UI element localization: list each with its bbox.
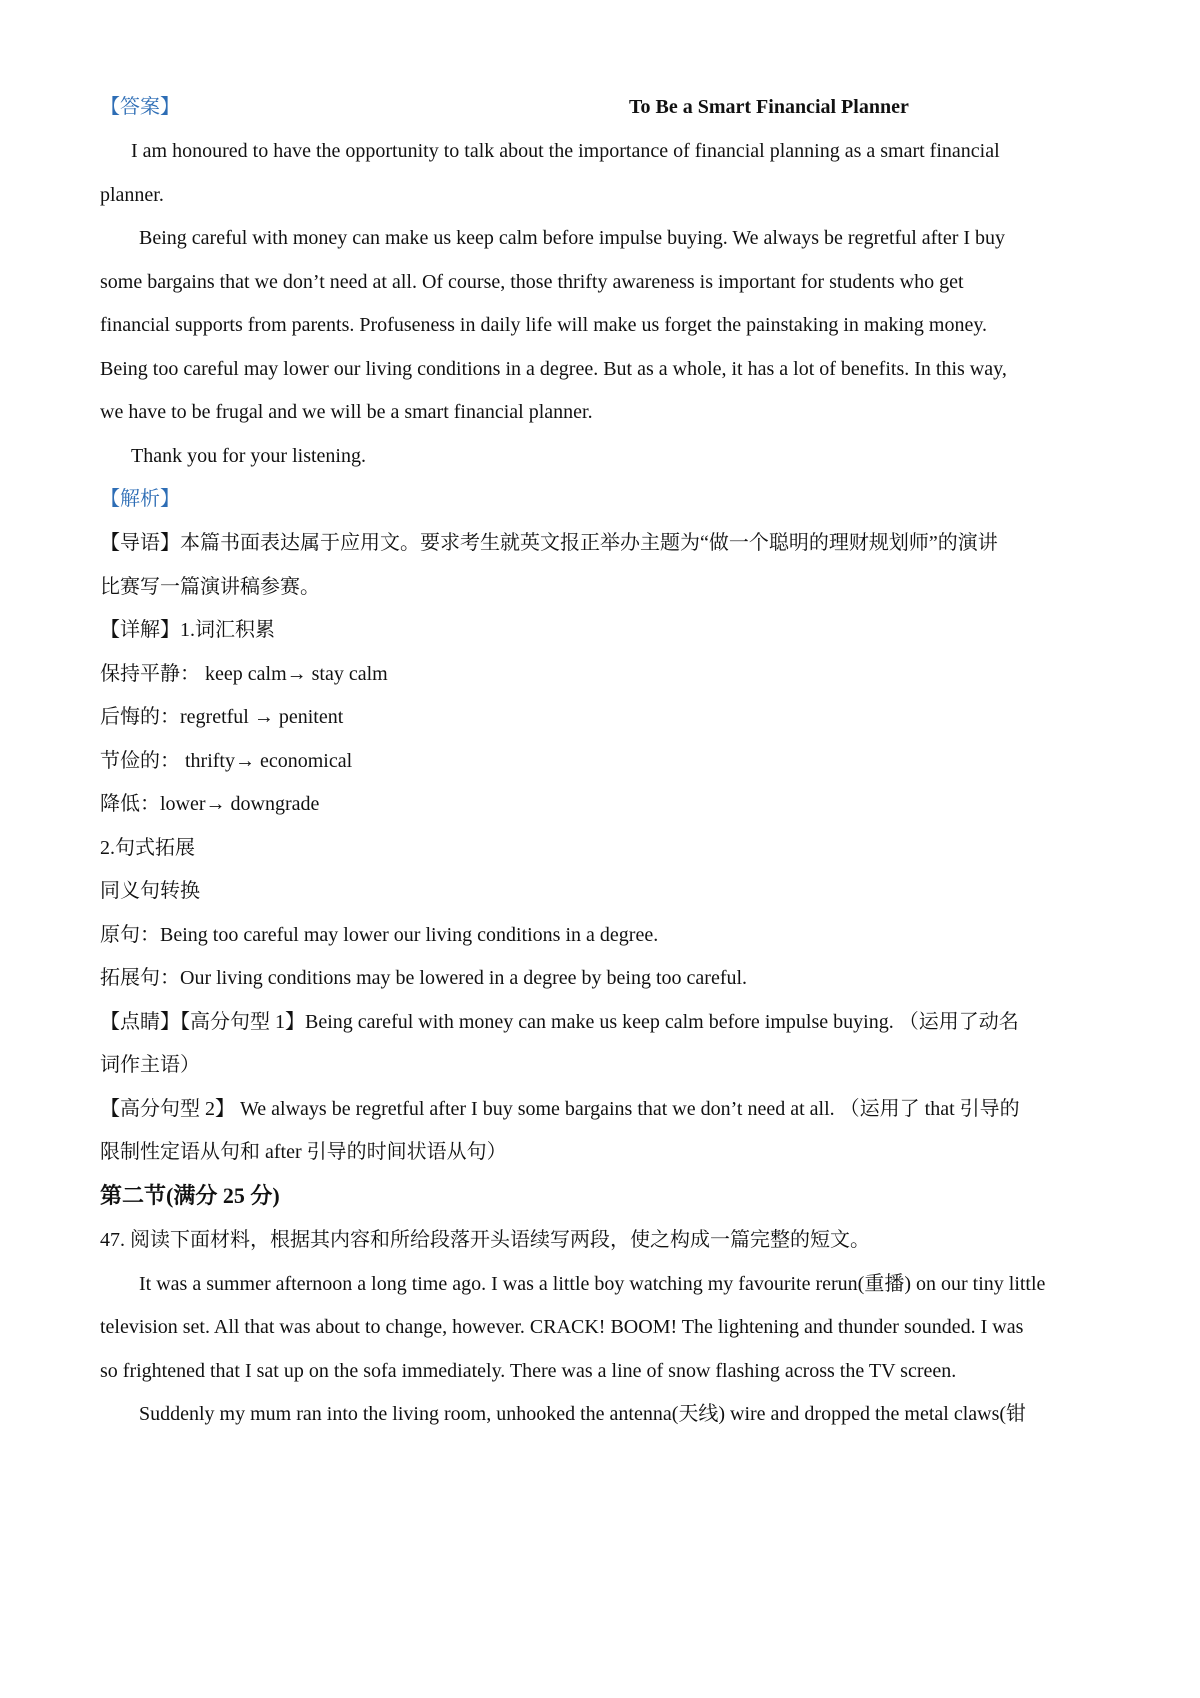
essay-title: To Be a Smart Financial Planner xyxy=(629,96,909,118)
essay-line: Thank you for your listening. xyxy=(131,445,366,467)
analysis-line: 节俭的： thrifty→ economical xyxy=(100,750,353,772)
essay-line: financial supports from parents. Profuseness in daily life will make us forget the painstaking in making money. xyxy=(100,314,988,336)
essay-line: I am honoured to have the opportunity to talk about the importance of financial planning as a smart financial xyxy=(131,140,1000,162)
analysis-line: 【导语】本篇书面表达属于应用文。要求考生就英文报正举办主题为“做一个聪明的理财规划师”的演讲 xyxy=(100,532,998,554)
essay-line: planner. xyxy=(100,184,164,206)
passage-line: television set. All that was about to change, however. CRACK! BOOM! The lightening and thunder sounded. I was xyxy=(100,1316,1024,1338)
answer-label: 【答案】 xyxy=(100,96,180,118)
analysis-line: 保持平静： keep calm→ stay calm xyxy=(100,663,388,685)
analysis-line: 拓展句：Our living conditions may be lowered in a degree by being too careful. xyxy=(100,967,748,989)
analysis-line: 同义句转换 xyxy=(100,880,200,902)
analysis-line: 降低：lower→ downgrade xyxy=(100,793,320,815)
analysis-line: 比赛写一篇演讲稿参赛。 xyxy=(100,576,320,598)
analysis-line: 【详解】1.词汇积累 xyxy=(100,619,275,641)
analysis-label: 【解析】 xyxy=(100,488,180,510)
analysis-line: 【高分句型 2】 We always be regretful after I buy some bargains that we don’t need at all. （运用了 that 引导的 xyxy=(100,1098,1020,1120)
analysis-line: 【点睛】【高分句型 1】Being careful with money can make us keep calm before impulse buying. （运用了动名 xyxy=(100,1011,1019,1033)
essay-line: Being careful with money can make us keep calm before impulse buying. We always be regretful after I buy xyxy=(139,227,1006,249)
analysis-line: 2.句式拓展 xyxy=(100,837,195,859)
analysis-line: 限制性定语从句和 after 引导的时间状语从句） xyxy=(100,1141,507,1163)
question-prompt: 47. 阅读下面材料，根据其内容和所给段落开头语续写两段，使之构成一篇完整的短文。 xyxy=(100,1229,870,1251)
passage-line: Suddenly my mum ran into the living room, unhooked the antenna(天线) wire and dropped the metal claws(钳 xyxy=(139,1403,1027,1425)
section-heading: 第二节(满分 25 分) xyxy=(100,1183,280,1208)
essay-line: some bargains that we don’t need at all. Of course, those thrifty awareness is important for students who get xyxy=(100,271,964,293)
analysis-line: 原句：Being too careful may lower our living conditions in a degree. xyxy=(100,924,659,946)
essay-line: we have to be frugal and we will be a smart financial planner. xyxy=(100,401,593,423)
essay-line: Being too careful may lower our living conditions in a degree. But as a whole, it has a lot of benefits. In this way, xyxy=(100,358,1007,380)
analysis-line: 后悔的：regretful → penitent xyxy=(100,706,344,728)
passage-line: It was a summer afternoon a long time ago. I was a little boy watching my favourite rerun(重播) on our tiny little xyxy=(139,1273,1046,1295)
passage-line: so frightened that I sat up on the sofa immediately. There was a line of snow flashing across the TV screen. xyxy=(100,1360,957,1382)
analysis-line: 词作主语） xyxy=(100,1054,200,1076)
